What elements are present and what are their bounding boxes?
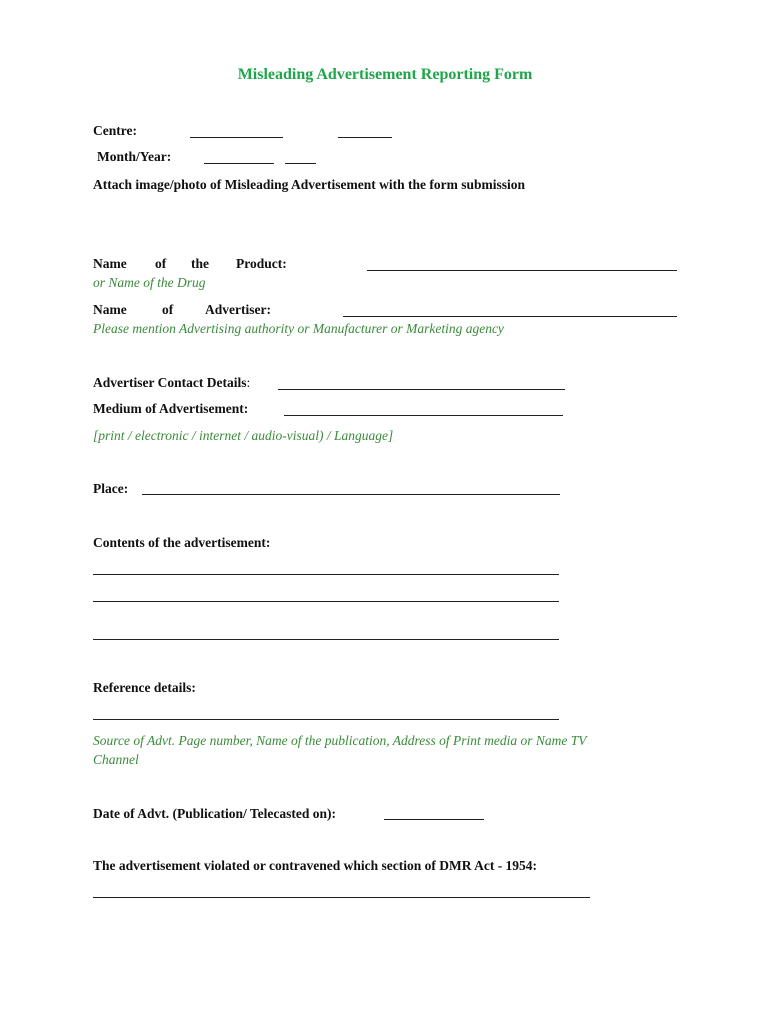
centre-label: Centre: <box>93 123 137 138</box>
product-label-word: the <box>191 256 209 271</box>
month-field[interactable] <box>204 163 274 164</box>
reference-label: Reference details: <box>93 680 196 695</box>
reference-note-line-2: Channel <box>93 752 139 767</box>
contents-line-3[interactable] <box>93 639 559 640</box>
product-label-word: of <box>155 256 167 271</box>
place-field[interactable] <box>142 494 560 495</box>
reference-field[interactable] <box>93 719 559 720</box>
date-field[interactable] <box>384 819 484 820</box>
product-label-word: Product: <box>236 256 287 271</box>
contents-label: Contents of the advertisement: <box>93 535 271 550</box>
year-field[interactable] <box>285 163 316 164</box>
violation-label: The advertisement violated or contravened which section of DMR Act - 1954: <box>93 858 538 873</box>
advertiser-label-word: of <box>162 302 174 317</box>
contact-label: Advertiser Contact Details <box>93 375 247 390</box>
medium-note: [print / electronic / internet / audio-visual) / Language] <box>93 428 394 443</box>
reference-note-line-1: Source of Advt. Page number, Name of the publication, Address of Print media or Name TV <box>93 733 587 748</box>
place-label: Place: <box>93 481 129 496</box>
medium-label: Medium of Advertisement: <box>93 401 249 416</box>
contact-label-row <box>93 375 250 391</box>
product-field[interactable] <box>367 270 677 271</box>
medium-field[interactable] <box>284 415 563 416</box>
centre-field-1[interactable] <box>190 137 283 138</box>
contact-field[interactable] <box>278 389 565 390</box>
advertiser-label-word: Name <box>93 302 127 317</box>
contents-line-2[interactable] <box>93 601 559 602</box>
contents-line-1[interactable] <box>93 574 559 575</box>
attach-instruction: Attach image/photo of Misleading Advertisement with the form submission <box>93 177 525 192</box>
form-title: Misleading Advertisement Reporting Form <box>237 66 533 83</box>
advertiser-field[interactable] <box>343 316 677 317</box>
advertiser-note: Please mention Advertising authority or Manufacturer or Marketing agency <box>93 321 504 336</box>
centre-field-2[interactable] <box>338 137 392 138</box>
product-label-word: Name <box>93 256 127 271</box>
month-year-label: Month/Year: <box>97 149 172 164</box>
date-label: Date of Advt. (Publication/ Telecasted on): <box>93 806 336 821</box>
violation-field[interactable] <box>93 897 590 898</box>
contact-colon: : <box>246 375 251 390</box>
advertiser-label-word: Advertiser: <box>205 302 271 317</box>
product-note: or Name of the Drug <box>93 275 206 290</box>
